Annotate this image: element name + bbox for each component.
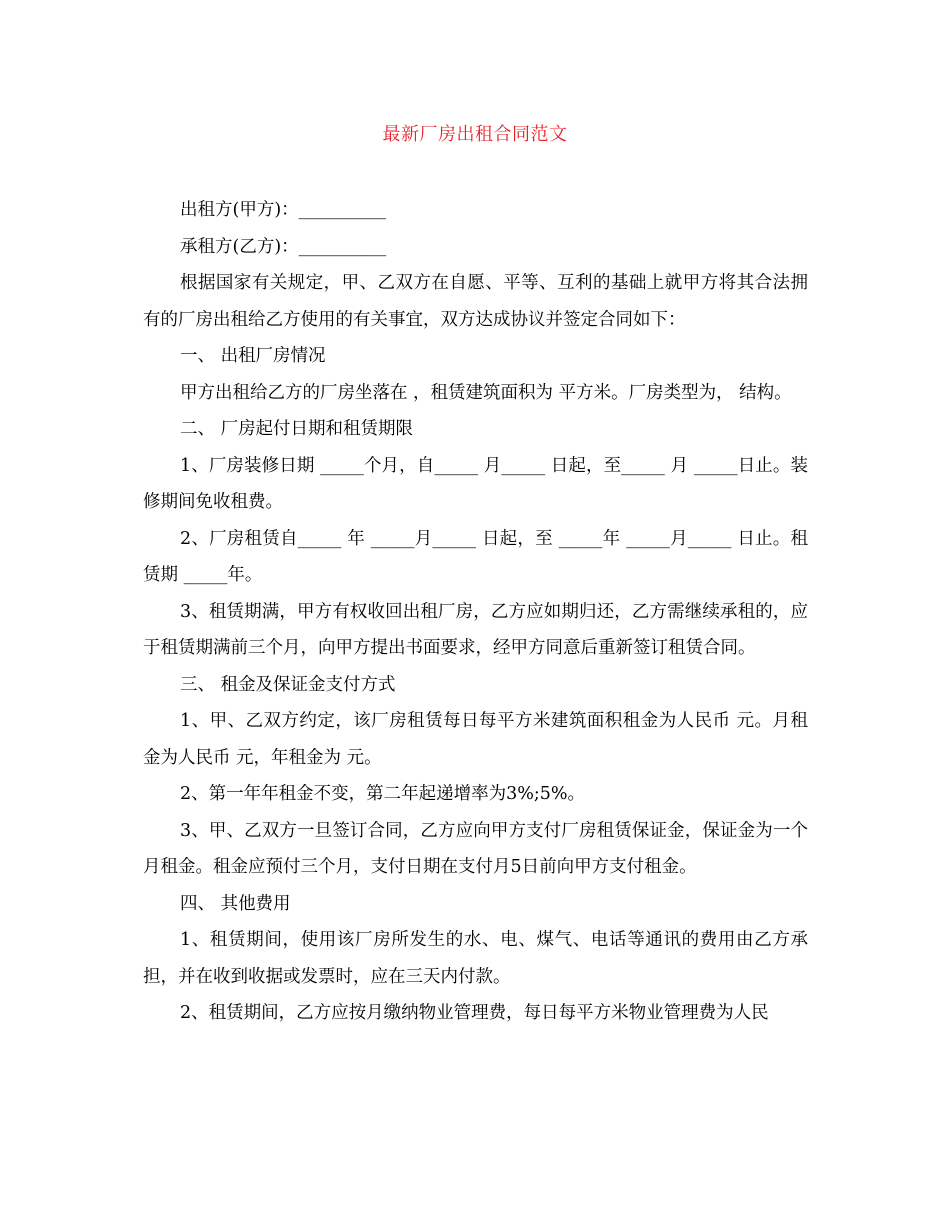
paragraph-lease-expiry: 3、租赁期满，甲方有权收回出租厂房，乙方应如期归还，乙方需继续承租的，应于租赁期满前三个月，向甲方提出书面要求，经甲方同意后重新签订租赁合同。 [143,601,808,658]
paragraph-rent-increase: 2、第一年年租金不变，第二年起递增率为3%;5%。 [180,784,586,804]
section-heading-4: 四、 其他费用 [180,893,291,914]
paragraph-lessor: 出租方(甲方)：__________ [180,200,387,220]
document-title: 最新厂房出租合同范文 [382,124,568,145]
section-heading-3: 三、 租金及保证金支付方式 [180,674,396,695]
section-heading-2: 二、 厂房起付日期和租赁期限 [180,419,414,439]
document-body [143,192,808,1032]
paragraph-renovation-period: 1、厂房装修日期 _____个月，自_____ 月_____ 日起，至_____ 月 _____日止。装修期间免收租费。 [143,455,808,512]
paragraph-deposit: 3、甲、乙双方一旦签订合同，乙方应向甲方支付厂房租赁保证金，保证金为一个月租金。租金应预付三个月，支付日期在支付月5日前向甲方支付租金。 [143,820,808,877]
paragraph-rent-amount: 1、甲、乙双方约定，该厂房租赁每日每平方米建筑面积租金为人民币 元。月租金为人民币 元，年租金为 元。 [143,711,808,768]
paragraph-management-fee: 2、租赁期间，乙方应按月缴纳物业管理费，每日每平方米物业管理费为人民 [180,1003,769,1023]
paragraph-preamble: 根据国家有关规定，甲、乙双方在自愿、平等、互利的基础上就甲方将其合法拥有的厂房出租给乙方使用的有关事宜，双方达成协议并签定合同如下： [143,273,808,330]
paragraph-utilities: 1、租赁期间，使用该厂房所发生的水、电、煤气、电话等通讯的费用由乙方承担，并在收到收据或发票时，应在三天内付款。 [143,930,808,987]
section-heading-1: 一、 出租厂房情况 [180,346,326,366]
paragraph-factory-info: 甲方出租给乙方的厂房坐落在 ，租赁建筑面积为 平方米。厂房类型为， 结构。 [180,382,792,403]
paragraph-lessee: 承租方(乙方)：__________ [180,236,387,257]
paragraph-lease-period: 2、厂房租赁自_____ 年 _____月_____ 日起，至 _____年 _____月_____ 日止。租赁期 _____年。 [143,528,808,585]
